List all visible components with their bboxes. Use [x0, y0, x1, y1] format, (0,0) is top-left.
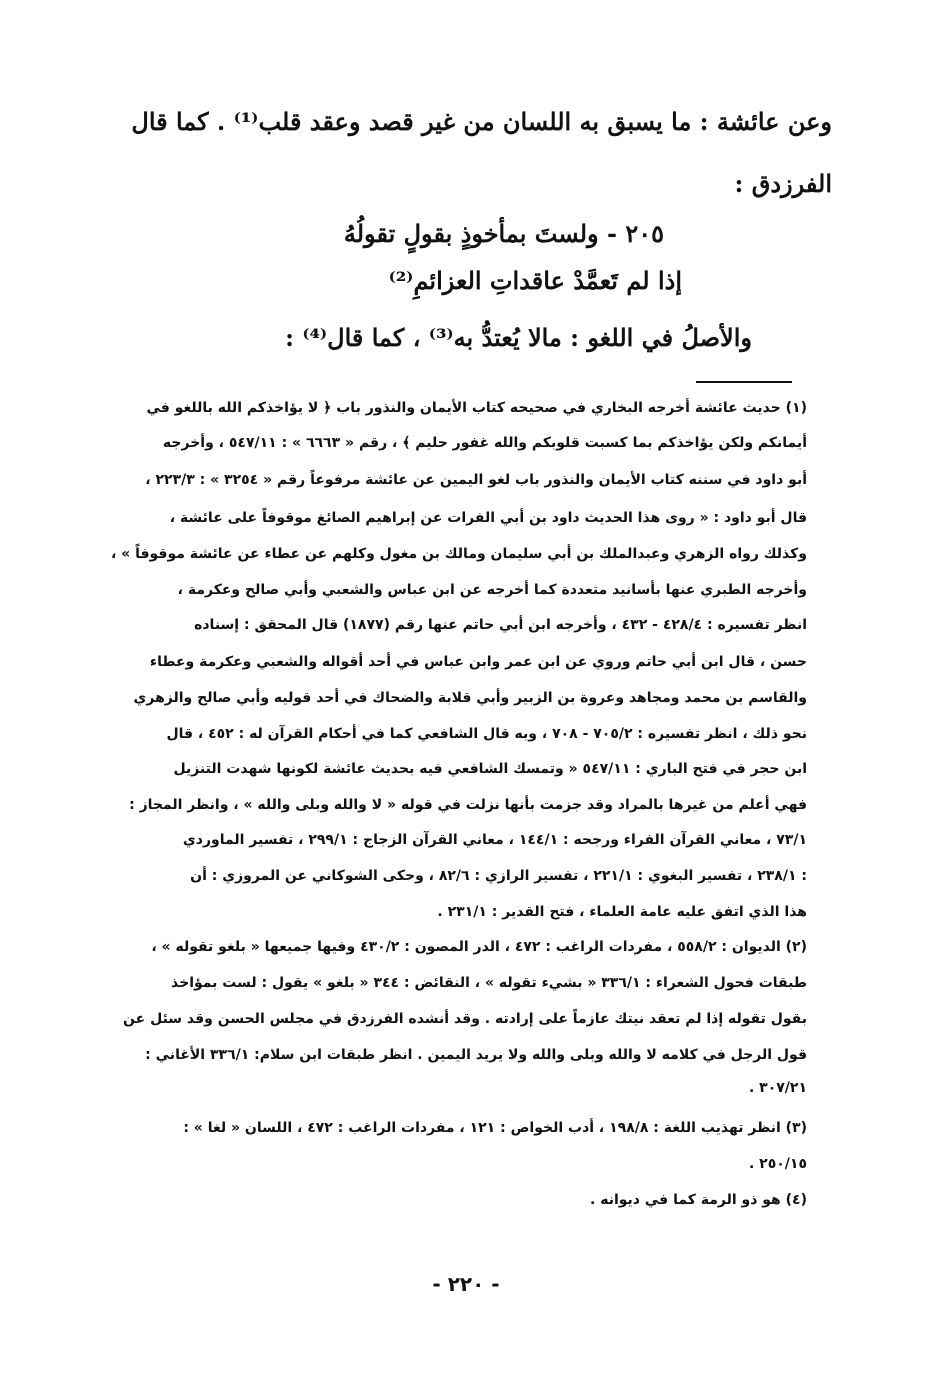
footnote-line: والقاسم بن محمد ومجاهد وعروة بن الزبير وأبي قلابة والضحاك في أحد قوليه وأبي صالح والزهري: [133, 690, 807, 706]
footnote-line: وكذلك رواه الزهري وعبدالملك بن أبي سليمان ومالك بن مغول وكلهم عن عطاء عن عائشة موقوفاً » ،: [110, 546, 807, 562]
footnote-line: فهي أعلم من غيرها بالمراد وقد جزمت بأنها نزلت في قوله « لا والله وبلى والله » ، وانظر المجاز :: [129, 797, 807, 813]
footnote-line: ٢٥٠/١٥ .: [748, 1156, 807, 1172]
footnote-line: نحو ذلك ، انظر تفسيره : ٧٠٥/٢ - ٧٠٨ ، وبه قال الشافعي كما في أحكام القرآن له : ٤٥٢ ، قال: [166, 726, 807, 742]
footnote-line: قال أبو داود : « روى هذا الحديث داود بن أبي الفرات عن إبراهيم الصائغ موقوفاً على عائشة ،: [169, 510, 807, 526]
body-line-3: والأصلُ في اللغو : مالا يُعتدُّ به⁽³⁾ ، كما قال⁽⁴⁾ :: [285, 323, 752, 352]
footnote-line: انظر تفسيره : ٤٢٨/٤ - ٤٣٢ ، وأخرجه ابن أبي حاتم عنها رقم (١٨٧٧) قال المحقق : إسناده: [194, 617, 807, 633]
footnote-line: (٣) انظر تهذيب اللغة : ١٩٨/٨ ، أدب الخواص : ١٢١ ، مفردات الراغب : ٤٧٢ ، اللسان « لغا » :: [183, 1120, 807, 1136]
body-line-2: الفرزدق :: [734, 169, 832, 198]
footnote-line: (٤) هو ذو الرمة كما في ديوانه .: [590, 1192, 807, 1208]
verse-line-2: إذا لم تَعمَّدْ عاقداتِ العزائمِ⁽²⁾: [388, 266, 682, 295]
verse-line-1: ٢٠٥ - ولستَ بمأخوذٍ بقولٍ تقولُهُ: [343, 219, 664, 248]
footnote-line: أبو داود في سننه كتاب الأيمان والنذور باب لغو اليمين عن عائشة مرفوعاً رقم « ٣٢٥٤ » : ٢٢٣/٣ ،: [145, 472, 807, 488]
footnote-separator: [696, 381, 792, 383]
footnote-line: حسن ، قال ابن أبي حاتم وروي عن ابن عمر وابن عباس في أحد أقواله والشعبي وعكرمة وعطاء: [149, 654, 807, 670]
page-number: - ٢٢٠ -: [432, 1272, 500, 1296]
footnote-line: ابن حجر في فتح الباري : ٥٤٧/١١ « وتمسك الشافعي فيه بحديث عائشة لكونها شهدت التنزيل: [173, 761, 807, 777]
footnote-line: ٣٠٧/٢١ .: [748, 1080, 807, 1096]
footnote-line: بقول تقوله إذا لم تعقد نيتك عازماً على إرادته . وقد أنشده الفرزدق في مجلس الحسن وقد سئل عن: [123, 1011, 807, 1027]
footnote-line: (٢) الديوان : ٥٥٨/٢ ، مفردات الراغب : ٤٧٢ ، الدر المصون : ٤٣٠/٢ وفيها جميعها « بلغو تقوله » ،: [151, 939, 807, 955]
footnote-line: طبقات فحول الشعراء : ٣٣٦/١ « بشيء تقوله » ، النقائض : ٣٤٤ « بلغو » يقول : لست بمؤاخذ: [171, 975, 807, 991]
footnote-line: قول الرجل في كلامه لا والله وبلى والله ولا يريد اليمين . انظر طبقات ابن سلام: ٣٣٦/١ الأغاني :: [145, 1047, 807, 1063]
footnote-line: وأخرجه الطبري عنها بأسانيد متعددة كما أخرجه عن ابن عباس والشعبي وأبي صالح وعكرمة ،: [177, 582, 807, 598]
footnote-line: أيمانكم ولكن يؤاخذكم بما كسبت قلوبكم والله غفور حليم ﴾ ، رقم « ٦٦٦٣ » : ٥٤٧/١١ ، وأخرجه: [162, 435, 807, 451]
footnote-line: هذا الذي اتفق عليه عامة العلماء ، فتح القدير : ٢٣١/١ .: [437, 904, 807, 920]
footnote-line: ٧٣/١ ، معاني القرآن الفراء ورجحه : ١٤٤/١ ، معاني القرآن الزجاج : ٢٩٩/١ ، تفسير الماوردي: [182, 832, 807, 848]
body-line-1: وعن عائشة : ما يسبق به اللسان من غير قصد وعقد قلب⁽¹⁾ . كما قال: [131, 107, 832, 136]
footnote-line: : ٢٣٨/١ ، تفسير البغوي : ٢٢١/١ ، تفسير الرازي : ٨٢/٦ ، وحكى الشوكاني عن المروزي : أن: [190, 868, 807, 884]
footnote-line: (١) حديث عائشة أخرجه البخاري في صحيحه كتاب الأيمان والنذور باب ﴿ لا يؤاخذكم الله باللغو في: [146, 400, 807, 416]
